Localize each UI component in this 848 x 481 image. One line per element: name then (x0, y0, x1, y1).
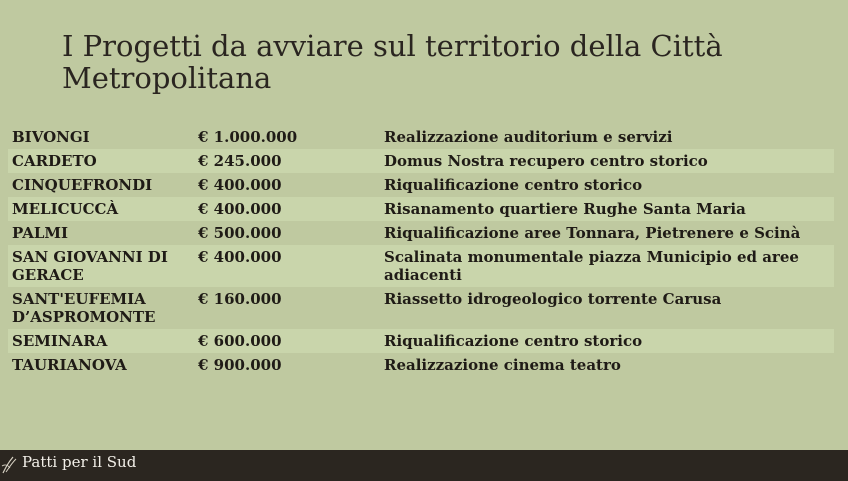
comune-cell: TAURIANOVA (12, 356, 127, 374)
comune-cell: SAN GIOVANNI DI GERACE (8, 245, 194, 287)
table-row (8, 197, 834, 221)
table-row (8, 245, 834, 287)
comune-cell: SEMINARA (8, 329, 194, 353)
descrizione-cell: Realizzazione auditorium e servizi (384, 128, 673, 146)
comune-cell: CINQUEFRONDI (12, 176, 153, 194)
importo-cell: € 400.000 (194, 197, 380, 221)
comune-cell: PALMI (12, 224, 68, 242)
table-row (8, 173, 834, 197)
comune-cell: CARDETO (8, 149, 194, 173)
descrizione-cell: Riqualificazione centro storico (384, 176, 643, 194)
table-row (8, 221, 834, 245)
slide-title: I Progetti da avviare sul territorio della Città Metropolitana (62, 29, 723, 95)
table-row (8, 287, 834, 329)
importo-cell: € 900.000 (198, 356, 282, 374)
table-row (8, 329, 834, 353)
importo-cell: € 245.000 (194, 149, 380, 173)
stylized-flourish-icon (0, 454, 20, 476)
descrizione-cell: Riqualificazione centro storico (380, 329, 834, 353)
descrizione-cell: Domus Nostra recupero centro storico (380, 149, 834, 173)
comune-cell: SANT'EUFEMIA D’ASPROMONTE (12, 290, 156, 326)
importo-cell: € 600.000 (194, 329, 380, 353)
descrizione-cell: Scalinata monumentale piazza Municipio ed aree adiacenti (380, 245, 834, 287)
projects-table (8, 125, 834, 377)
table-row (8, 149, 834, 173)
descrizione-cell: Riassetto idrogeologico torrente Carusa (384, 290, 722, 308)
comune-cell: BIVONGI (12, 128, 90, 146)
importo-cell: € 1.000.000 (198, 128, 298, 146)
descrizione-cell: Riqualificazione aree Tonnara, Pietrenere e Scinà (384, 224, 801, 242)
comune-cell: MELICUCCÀ (8, 197, 194, 221)
importo-cell: € 160.000 (198, 290, 282, 308)
descrizione-cell: Realizzazione cinema teatro (384, 356, 621, 374)
table-row (8, 353, 834, 377)
footer-text: Patti per il Sud (22, 453, 137, 471)
descrizione-cell: Risanamento quartiere Rughe Santa Maria (380, 197, 834, 221)
importo-cell: € 500.000 (198, 224, 282, 242)
importo-cell: € 400.000 (194, 245, 380, 287)
table-row (8, 125, 834, 149)
importo-cell: € 400.000 (198, 176, 282, 194)
